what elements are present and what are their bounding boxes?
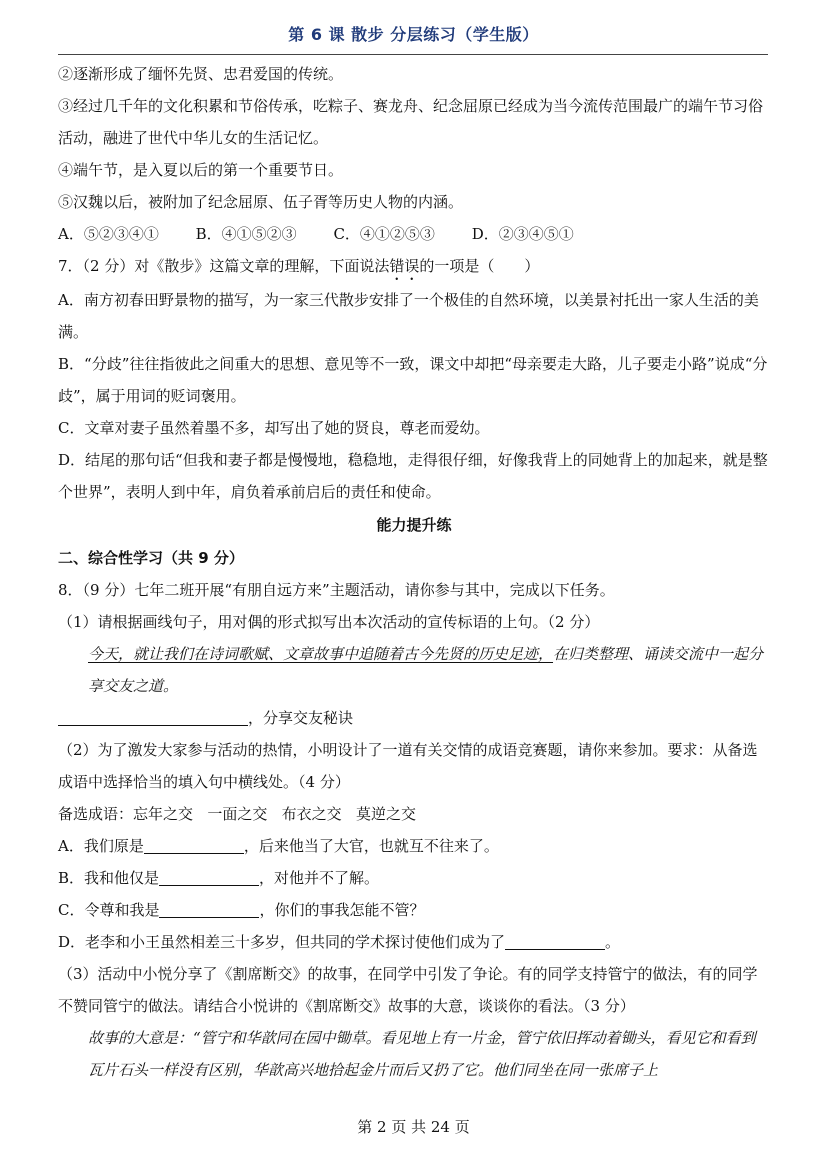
page-content xyxy=(58,58,770,1086)
q8-sub2-item-c: C．令尊和我是 ，你们的事我怎能不管？ xyxy=(58,901,425,919)
q7-stem-emphasis: 错误 xyxy=(389,257,420,275)
q8-sub1-passage: 今天，就让我们在诗词歌赋、文章故事中追随着古今先贤的历史足迹，在归类整理、诵读交流中一起分享交友之道。 xyxy=(88,645,764,695)
answer-blank[interactable] xyxy=(159,899,259,918)
story-summary: 故事的大意是：“管宁和华歆同在园中锄草。看见地上有一片金，管宁依旧挥动着锄头，看见它和看到瓦片石头一样没有区别，华歆高兴地拾起金片而后又扔了它。他们同坐在同一张席子上 xyxy=(88,1029,756,1079)
q7-option-c: C．文章对妻子虽然着墨不多，却写出了她的贤良，尊老而爱幼。 xyxy=(58,419,490,437)
idiom: 一面之交 xyxy=(207,805,268,823)
q6-option-a: A．⑤②③④① xyxy=(58,225,159,243)
q8-sub2-item-d: D．老李和小王虽然相差三十多岁，但共同的学术探讨使他们成为了 。 xyxy=(58,933,621,951)
q6-option-c: C．④①②⑤③ xyxy=(333,225,435,243)
header-divider xyxy=(58,54,768,55)
q8-sub1: （1）请根据画线句子，用对偶的形式拟写出本次活动的宣传标语的上句。（2 分） xyxy=(58,613,600,631)
idiom: 莫逆之交 xyxy=(356,805,417,823)
answer-blank[interactable] xyxy=(159,867,259,886)
answer-blank[interactable] xyxy=(144,835,244,854)
q6-options xyxy=(58,218,770,250)
q7-option-b: B．“分歧”往往指彼此之间重大的思想、意见等不一致，课文中却把“母亲要走大路，儿子要走小路”说成“分歧”，属于用词的贬词褒用。 xyxy=(58,355,768,405)
q8-stem: 8．（9 分）七年二班开展“有朋自远方来”主题活动，请你参与其中，完成以下任务。 xyxy=(58,581,615,599)
q8-sub1-answer: ，分享交友秘诀 xyxy=(58,702,770,734)
q7-option-a: A．南方初春田野景物的描写，为一家三代散步安排了一个极佳的自然环境，以美景衬托出一家人生活的美满。 xyxy=(58,291,759,341)
q8-sub2: （2）为了激发大家参与活动的热情，小明设计了一道有关交情的成语竞赛题，请你来参加。要求：从备选成语中选择恰当的填入句中横线处。（4 分） xyxy=(58,741,758,791)
idiom: 忘年之交 xyxy=(133,805,194,823)
page-header-title: 第 6 课 散步 分层练习（学生版） xyxy=(288,25,539,44)
answer-blank[interactable] xyxy=(505,931,605,950)
idiom-options: 备选成语：忘年之交 一面之交 布衣之交 莫逆之交 xyxy=(58,805,417,823)
part2-heading: 二、综合性学习（共 9 分） xyxy=(58,549,244,567)
underlined-sentence: 今天，就让我们在诗词歌赋、文章故事中追随着古今先贤的历史足迹， xyxy=(88,645,554,663)
q6-item: ③经过几千年的文化积累和节俗传承，吃粽子、赛龙舟、纪念屈原已经成为当今流传范围最广的端午节习俗活动，融进了世代中华儿女的生活记忆。 xyxy=(58,97,764,147)
q8-sub2-item-b: B．我和他仅是 ，对他并不了解。 xyxy=(58,869,380,887)
answer-blank[interactable] xyxy=(58,707,248,726)
section-heading: 能力提升练 xyxy=(376,516,452,534)
q8-sub3: （3）活动中小悦分享了《割席断交》的故事，在同学中引发了争论。有的同学支持管宁的做法，有的同学不赞同管宁的做法。请结合小悦讲的《割席断交》故事的大意，谈谈你的看法。（3 分） xyxy=(58,965,758,1015)
idiom: 布衣之交 xyxy=(281,805,342,823)
q6-item: ②逐渐形成了缅怀先贤、忠君爱国的传统。 xyxy=(58,65,344,83)
q7-option-d: D．结尾的那句话“但我和妻子都是慢慢地，稳稳地，走得很仔细，好像我背上的同她背上的加起来，就是整个世界”，表明人到中年，肩负着承前启后的责任和使命。 xyxy=(58,451,768,501)
q6-option-b: B．④①⑤②③ xyxy=(195,225,297,243)
q6-item: ④端午节，是入夏以后的第一个重要节日。 xyxy=(58,161,344,179)
q7-stem: 7．（2 分）对《散步》这篇文章的理解，下面说法错误的一项是（ ） xyxy=(58,257,540,275)
page-footer: 第 2 页 共 24 页 xyxy=(357,1118,470,1136)
q8-sub2-item-a: A．我们原是 ，后来他当了大官，也就互不往来了。 xyxy=(58,837,499,855)
q6-item: ⑤汉魏以后，被附加了纪念屈原、伍子胥等历史人物的内涵。 xyxy=(58,193,464,211)
q6-option-d: D．②③④⑤① xyxy=(471,225,574,243)
